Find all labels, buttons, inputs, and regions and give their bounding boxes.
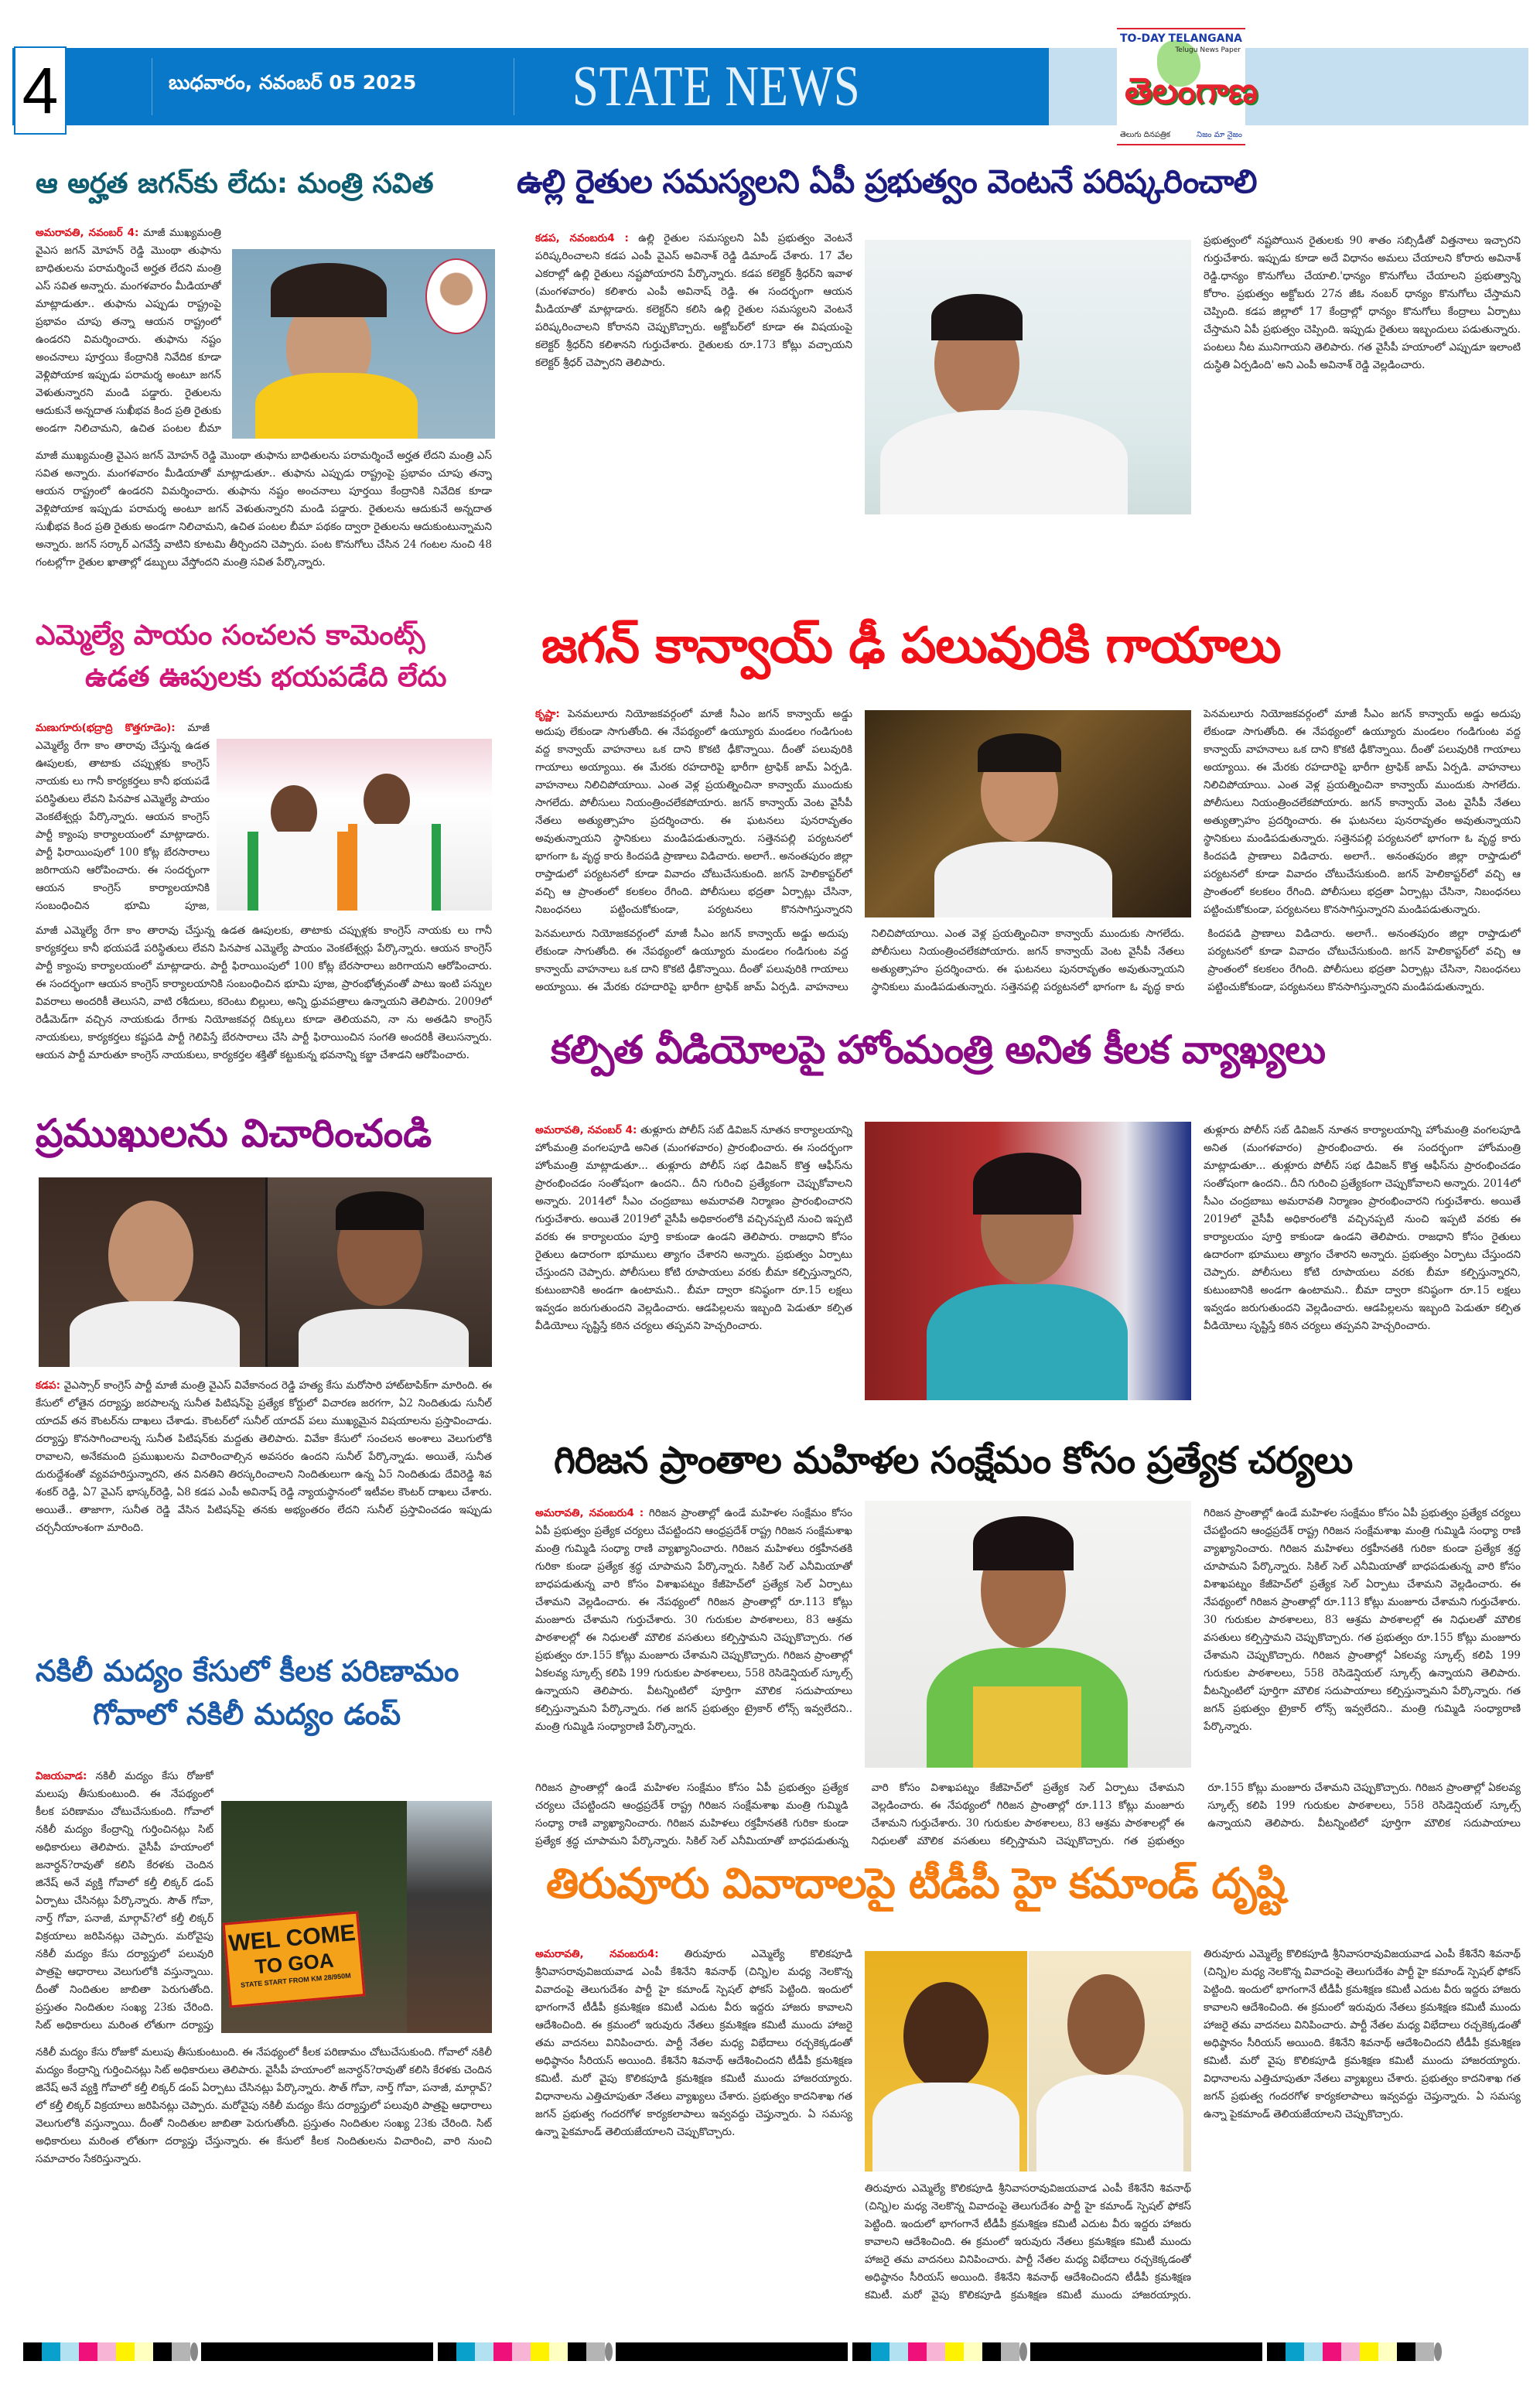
color-swatch [1267,2342,1286,2361]
article-body-convoy-cont [535,925,1521,996]
article-text: పెనమలూరు నియోజకవర్గంలో మాజీ సీఎం జగన్ కాన్వాయ్ అడ్డు అదుపు లేకుండా సాగుతోంది. ఈ నేపథ్యంలో ఉయ్యూరు మండలం గండిగుంట వద్ద కాన్వాయ్ వాహనాలు ఒక దాని కొకటి ఢీకొన్నాయి. దీంతో పలువురికి గాయాలు అయ్యాయి. ఈ మేరకు రహదారిపై భారీగా ట్రాఫిక్ జామ్ ఏర్పడి. వాహనాలు నిలిచిపోయాయి. ఎంత వెళ్ల ప్రయత్నించినా కాన్వాయ్ ముందుకు సాగలేదు. పోలీసులు నియంత్రించలేకపోయారు. జగన్ కాన్వాయ్ వెంట వైసీపీ నేతలు అత్యుత్సాహం ప్రదర్శించారు. ఈ ఘటనలు పునరావృతం అవుతున్నాయని స్థానికులు మండిపడుతున్నారు. సత్తెనపల్లి పర్యటనలో భాగంగా ఓ వృద్ధ కారు కిందపడి ప్రాణాలు విడిచారు. అలాగే.. అనంతపురం జిల్లా రాప్తాడులో పర్యటనలో కూడా వివాదం చోటుచేసుకుంది. జగన్ హెలికాప్టర్‌లో వచ్చి ఆ ప్రాంతంలో కలకలం రేగింది. పోలీసులు భద్రతా ఏర్పాట్లు చేసినా, నిబంధనలు పట్టించుకోకుండా, పర్యటనలు కొనసాగిస్తున్నారని మండిపడుతున్నారు. [535,928,1521,993]
dateline: అమరావతి, నవంబరు4: [535,1948,659,1960]
color-swatch [153,2342,172,2361]
photo-avinash [865,240,1191,514]
photo-payam-press [217,739,492,911]
article-body-pramukhulu [36,1377,492,1644]
color-swatch [1323,2342,1341,2361]
color-swatch [1304,2342,1323,2361]
color-swatch [549,2342,568,2361]
color-swatch [1415,2342,1434,2361]
article-body-payam [36,719,210,915]
section-title: STATE NEWS [572,55,861,118]
sign-line-2: TO GOA [254,1948,335,1979]
color-block-black [616,2342,848,2361]
headline-payam-2: ఉడత ఊపులకు భయపడేది లేదు [85,661,447,693]
headline-onion: ఉల్లి రైతుల సమస్యలని ఏపీ ప్రభుత్వం వెంటనే పరిష్కరించాలి [517,162,1257,200]
logo-motto: నిజం మా నైజం [1197,131,1242,139]
photo-viveka-suneel [39,1177,492,1367]
article-body-anitha-right [1204,1122,1521,1424]
color-swatch [890,2342,908,2361]
color-swatch [512,2342,531,2361]
photo-tiruvuru-leaders [865,1951,1191,2171]
article-body-goa-cont [36,2044,492,2293]
color-swatch [116,2342,135,2361]
article-text: వైఎస్సార్ కాంగ్రెస్ పార్టీ మాజీ మంత్రి వైఎస్ వివేకానంద రెడ్డి హత్య కేసు మరోసారి హాట్‌టాపిక్‌గా మారింది. ఈ కేసులో లోతైన దర్యాప్తు జరపాలన్న సునీత పిటిషన్‌పై ప్రత్యేక కోర్టులో విచారణ జరగగా, ఏ2 నిందితుడు సునీల్ యాదవ్ తన కౌంటర్‌ను దాఖలు చేశాడు. కౌంటర్‌లో సునీల్ యాదవ్ పలు ముఖ్యమైన విషయాలను ప్రస్తావించాడు. దర్యాప్తు కొనసాగించాలన్న సునీత పిటిషన్‌కు మద్దతు తెలిపారు. వివేకా కేసులో సంచలన అంశాలు వెలుగులోకి రావాలని, అనేకమంది ప్రముఖులను విచారించాల్సిన అవసరం ఉందని సునీల్ పేర్కొన్నాడు. అయితే, సునీత దురుద్దేశంతో వ్యవహరిస్తున్నారని, తన వినతిని తిరస్కరించాలని నిందితులుగా ఉన్న ఏ5 నిందితుడు దేవిరెడ్డి శివ శంకర్ రెడ్డి, ఏ7 వైఎస్ భాస్కర్‌రెడ్డి, ఏ8 కడప ఎంపీ అవినాష్ రెడ్డి న్యాయస్థానంలో ఇటీవల కౌంటర్ దాఖలు చేశారు. అయితే.. తాజాగా, సునీత రెడ్డి వేసిన పిటిషన్‌పై తనకు అభ్యంతరం లేదని సునీల్ ప్రస్తావించడం ఇప్పుడు చర్చనీయాంశంగా మారింది. [36,1379,492,1534]
color-swatch [42,2342,60,2361]
headline-anitha: కల్పిత వీడియోలపై హోంమంత్రి అనిత కీలక వ్యాఖ్యలు [551,1027,1326,1072]
print-color-bar [23,2342,1516,2362]
article-text: తుళ్లూరు పోలీస్ సబ్ డివిజన్ నూతన కార్యాలయాన్ని హోంమంత్రి వంగలపూడి అనిత (మంగళవారం) ప్రారంభించారు. ఈ సందర్భంగా హోంమంత్రి మాట్లాడుతూ... తుళ్లూరు పోలీస్ సభ డివిజన్ కొత్త ఆఫీస్‌ను ప్రారంభించడం సంతోషంగా ఉందని.. దీని గురించి ప్రత్యేకంగా చెప్పుకోవాలని అన్నారు. 2014లో సీఎం చంద్రబాబు అమరావతి నిర్మాణం ప్రారంభించారని గుర్తుచేశారు. అయితే 2019లో వైసీపీ అధికారంలోకి వచ్చినప్పటి నుంచి ఇప్పటి వరకు ఈ కార్యాలయం పూర్తి కాకుండా ఉండని తెలిపారు. రాజధాని కోసం రైతులు ఉదారంగా భూములు త్యాగం చేశారని అన్నారు. ప్రభుత్వం ఏర్పాటు చేస్తుందని చెప్పారు. పోలీసులు కోటి రూపాయలు వరకు బీమా కల్పిస్తున్నారని, కుటుంబానికి అండగా ఉంటామని.. బీమా ద్వారా కనిష్ఠంగా రూ.15 లక్షలు ఇవ్వడం జరుగుతుందని వెల్లడించారు. ఆడపిల్లలను ఇబ్బంది పెడుతూ కల్పిత వీడియోలు సృష్టిస్తే కఠిన చర్యలు తప్పవని హెచ్చరించారు. [1204,1124,1521,1332]
article-text: తిరువూరు ఎమ్మెల్యే కొలికపూడి శ్రీనివాసరావువిజయవాడ ఎంపీ కేశినేని శివనాథ్ (చిన్ని)ల మధ్య నెలకొన్న వివాదంపై తెలుగుదేశం పార్టీ హై కమాండ్ స్పెషల్ ఫోకస్ పెట్టింది. ఇందులో భాగంగానే టీడీపీ క్రమశిక్షణ కమిటీ ఎదుట వీరు ఇద్దరు హాజరు కావాలని ఆదేశించింది. ఈ క్రమంలో ఇరువురు నేతలు క్రమశిక్షణ కమిటీ ముందు హాజరై తమ వాదనలు వినిపించారు. పార్టీ నేతల మధ్య విభేదాలు రచ్చకెక్కడంతో అధిష్ఠానం సీరియస్ అయింది. కేశినేని శివనాథ్ ఆదేశించిందని టీడీపీ క్రమశిక్షణ కమిటీ. మరో వైపు కొలికపూడి క్రమశిక్షణ కమిటీ ముందు హాజరయ్యారు. విధానాలను ఎత్తిచూపుతూ నేతలు వ్యాఖ్యలు చేశారు. ప్రభుత్వం కాదనిశాఖ గత జగన్ ప్రభుత్వ గందరగోళ కార్యకలాపాలు ఇవ్వవద్దు చెప్తున్నారు. ఏ సమస్య ఉన్నా పైకమాండ్ తెలియజేయాలని చెప్పుకొచ్చారు. [1204,1948,1521,2120]
sign-line-3: STATE START FROM KM 28/950M [240,1971,352,1990]
article-body-onion [535,230,852,603]
color-swatch [60,2342,79,2361]
color-swatch [1397,2342,1415,2361]
photo-sandhyarani [865,1501,1191,1768]
page-number: 4 [14,46,67,135]
dateline: అమరావతి, నవంబరు4 : [535,1507,644,1519]
color-swatch [871,2342,890,2361]
color-swatch [568,2342,586,2361]
headline-tiruvuru: తిరువూరు వివాదాలపై టీడీపీ హై కమాండ్ దృష్టి [546,1859,1286,1908]
photo-jagan-convoy [865,710,1191,917]
color-swatch [586,2342,605,2361]
article-body-girijana-right [1204,1505,1521,1772]
color-swatch [493,2342,512,2361]
article-body-anitha [535,1122,852,1424]
color-swatch [1341,2342,1360,2361]
color-swatch [1286,2342,1304,2361]
headline-payam-1: ఎమ్మెల్యే పాయం సంచలన కామెంట్స్ [36,620,425,651]
article-text: గిరిజన ప్రాంతాల్లో ఉండే మహిళల సంక్షేమం కోసం ఏపీ ప్రభుత్వం ప్రత్యేక చర్యలు చేపట్టిందని ఆంధ్రప్రదేశ్ రాష్ట్ర గిరిజన సంక్షేమశాఖ మంత్రి గుమ్మిడి సంధ్యా రాణి వ్యాఖ్యానించారు. గిరిజన మహిళలు రక్తహీనతకి గురికా కుండా ప్రత్యేక శ్రద్ధ చూపామని పేర్కొన్నారు. సికిల్ సెల్ ఎనీమియాతో బాధపడుతున్న వారి కోసం విశాఖపట్నం కేజీహెచ్‌లో ప్రత్యేక సెల్ ఏర్పాటు చేశామని వెల్లడించారు. ఈ నేపథ్యంలో గిరిజన ప్రాంతాల్లో రూ.113 కోట్లు మంజూరు చేశామని గుర్తుచేశారు. 30 గురుకుల పాఠశాలలు, 83 ఆశ్రమ పాఠశాలల్లో ఈ నిధులతో మౌలిక వసతులు కల్పిస్తామని చెప్పుకొచ్చారు. గత ప్రభుత్వం రూ.155 కోట్లు మంజూరు చేశామని చెప్పుకొచ్చారు. గిరిజన ప్రాంతాల్లో ఏకలవ్య స్కూల్స్ కలిపి 199 గురుకుల పాఠశాలలు, 558 రెసిడెన్షియల్ స్కూల్స్ ఉన్నాయని తెలిపారు. వీటన్నింటిలో పూర్తిగా మౌలిక సదుపాయాలు కల్పిస్తున్నామని పేర్కొన్నారు. గత జగన్ ప్రభుత్వం ట్రైకార్ లోన్స్ ఇవ్వలేదని.. మంత్రి గుమ్మిడి సంధ్యారాణి పేర్కొన్నారు. [1204,1507,1521,1733]
inset-portrait-jagan [425,258,487,334]
article-body-girijana-cont [535,1779,1521,1850]
color-swatch [982,2342,1001,2361]
article-body-tiruvuru-right [1204,1946,1521,2301]
article-text: మాజీ ఎమ్మెల్యే రేగా కాం తారావు చేస్తున్న ఉడత ఊపులకు, తాటాకు చప్పుళ్లకు కాంగ్రెస్ నాయకు లు గానీ కార్యకర్తలు కానీ భయపడే పరిస్థితులు లేవని పినపాక ఎమ్మెల్యే పాయం వెంకటేశ్వర్లు పేర్కొన్నారు. ఆయన కాంగ్రెస్ పార్టీ క్యాంపు కార్యాలయంలో మాట్లాడారు. పార్టీ ఫిరాయింపులో 100 కోట్ల బేరసారాలు జరిగాయని ఆరోపించారు. ఈ సందర్భంగా ఆయన కాంగ్రెస్ కార్యాలయానికి సంబంధించిన భూమి పూజ, ప్రారంభోత్సవంతో పాటు ఇంటి పన్నుల వివరాలు అందరికీ తెలుసని, వాటి రశీదులు, కరెంటు బిల్లులు, అన్ని ధ్రువపత్రాలు ఉన్నాయని తెలిపారు. 2009లో రెడీమెడ్‌గా వచ్చిన నాయకుడు రేగాకు నియోజకవర్గ దిక్కులు కూడా తెలియవని, నా ను అతడిని కాంగ్రెస్ నాయకులు, కార్యకర్తలు కష్టపడి పార్టీ గెలిపిస్తే బేరసారాలు చేసి పార్టీ ఫిరాయించిన సంగతి అందరికీ తెలుసన్నారు. ఆయన పార్టీ మారుతూ కాంగ్రెస్ నాయకులు, కార్యకర్తల శక్తితో కట్టుకున్న భవనాన్ని కబ్జా చేశాడని ఆరోపించారు. [36,924,492,1061]
article-text: పెనమలూరు నియోజకవర్గంలో మాజీ సీఎం జగన్ కాన్వాయ్ అడ్డు అదుపు లేకుండా సాగుతోంది. ఈ నేపథ్యంలో ఉయ్యూరు మండలం గండిగుంట వద్ద కాన్వాయ్ వాహనాలు ఒక దాని కొకటి ఢీకొన్నాయి. దీంతో పలువురికి గాయాలు అయ్యాయి. ఈ మేరకు రహదారిపై భారీగా ట్రాఫిక్ జామ్ ఏర్పడి. వాహనాలు నిలిచిపోయాయి. ఎంత వెళ్ల ప్రయత్నించినా కాన్వాయ్ ముందుకు సాగలేదు. పోలీసులు నియంత్రించలేకపోయారు. జగన్ కాన్వాయ్ వెంట వైసీపీ నేతలు అత్యుత్సాహం ప్రదర్శించారు. ఈ ఘటనలు పునరావృతం అవుతున్నాయని స్థానికులు మండిపడుతున్నారు. సత్తెనపల్లి పర్యటనలో భాగంగా ఓ వృద్ధ కారు కిందపడి ప్రాణాలు విడిచారు. అలాగే.. అనంతపురం జిల్లా రాప్తాడులో పర్యటనలో కూడా వివాదం చోటుచేసుకుంది. జగన్ హెలికాప్టర్‌లో వచ్చి ఆ ప్రాంతంలో కలకలం రేగింది. పోలీసులు భద్రతా ఏర్పాట్లు చేసినా, నిబంధనలు పట్టించుకోకుండా, పర్యటనలు కొనసాగిస్తున్నారని [535,708,852,916]
article-text: గిరిజన ప్రాంతాల్లో ఉండే మహిళల సంక్షేమం కోసం ఏపీ ప్రభుత్వం ప్రత్యేక చర్యలు చేపట్టిందని ఆంధ్రప్రదేశ్ రాష్ట్ర గిరిజన సంక్షేమశాఖ మంత్రి గుమ్మిడి సంధ్యా రాణి వ్యాఖ్యానించారు. గిరిజన మహిళలు రక్తహీనతకి గురికా కుండా ప్రత్యేక శ్రద్ధ చూపామని పేర్కొన్నారు. సికిల్ సెల్ ఎనీమియాతో బాధపడుతున్న వారి కోసం విశాఖపట్నం కేజీహెచ్‌లో ప్రత్యేక సెల్ ఏర్పాటు చేశామని వెల్లడించారు. ఈ నేపథ్యంలో గిరిజన ప్రాంతాల్లో రూ.113 కోట్లు మంజూరు చేశామని గుర్తుచేశారు. 30 గురుకుల పాఠశాలలు, 83 ఆశ్రమ పాఠశాలల్లో ఈ నిధులతో మౌలిక వసతులు కల్పిస్తామని చెప్పుకొచ్చారు. గత ప్రభుత్వం రూ.155 కోట్లు మంజూరు చేశామని చెప్పుకొచ్చారు. గిరిజన ప్రాంతాల్లో ఏకలవ్య స్కూల్స్ కలిపి 199 గురుకుల పాఠశాలలు, 558 రెసిడెన్షియల్ స్కూల్స్ ఉన్నాయని తెలిపారు. వీటన్నింటిలో పూర్తిగా మౌలిక సదుపాయాలు కల్పిస్తున్నామని పేర్కొన్నారు. గత జగన్ ప్రభుత్వం ట్రైకార్ లోన్స్ ఇవ్వలేదని.. మంత్రి గుమ్మిడి సంధ్యారాణి పేర్కొన్నారు. [535,1507,852,1733]
sign-line-1: WEL COME [227,1920,357,1957]
photo-savitha [232,249,495,439]
photo-anitha [865,1122,1191,1400]
logo-subtitle: తెలుగు దినపత్రిక [1120,131,1171,139]
color-swatch [531,2342,549,2361]
dateline: విజయవాడ: [36,1770,87,1782]
article-text: ఉల్లి రైతుల సమస్యలని ఏపీ ప్రభుత్వం వెంటనే పరిష్కరించాలని కడప ఎంపీ వైఎస్ అవినాశ్ రెడ్డి డిమాండ్ చేశారు. 17 వేల ఎకరాల్లో ఉల్లి రైతులు నష్టపోయారని పేర్కొన్నారు. కడప కలెక్టర్ శ్రీధర్‌ని ఇవాళ (మంగళవారం) కలిశారు ఎంపీ అవినాష్ రెడ్డి. ఈ సందర్భంగా ఆయన మీడియాతో మాట్లాడారు. కలెక్టర్‌ని కలిసి ఉల్లి రైతుల సమస్యలని వెంటనే పరిష్కరించాలని కోరానని చెప్పుకొచ్చారు. అక్టోబర్‌లో కూడా ఈ విషయంపై కలెక్టర్ శ్రీధర్‌ని కలిశానని గుర్తుచేశారు. రైతులకు రూ.173 కోట్లు వచ్చాయని కలెక్టర్ శ్రీధర్ చెప్పారని తెలిపారు. [535,232,852,369]
color-swatch [927,2342,945,2361]
article-body-convoy-right [1204,706,1521,919]
article-body-convoy [535,706,852,919]
article-text: నకిలీ మద్యం కేసు రోజుకో మలుపు తీసుకుంటుంది. ఈ నేపథ్యంలో కీలక పరిణామం చోటుచేసుకుంది. గోవాలో నకిలీ మద్యం కేంద్రాన్ని గుర్తించినట్లు సిట్ అధికారులు తెలిపారు. వైసీపీ హయాంలో జనార్ధన్?రావుతో కలిసి కేరళకు చెందిన జినేష్ అనే వ్యక్తి గోవాలో కల్తీ లిక్కర్ డంప్ ఏర్పాటు చేసినట్లు పేర్కొన్నారు. సౌత్ గోవా, నార్త్ గోవా, పనాజీ, మార్గావ్?లో కల్తీ లిక్కర్ విక్రయాలు జరిపినట్లు చెప్పారు. మరోవైపు నకిలీ మద్యం కేసు దర్యాప్తులో పలువురి పాత్రపై ఆధారాలు వెలుగులోకి వస్తున్నాయి. దీంతో నిందితుల జాబితా పెరుగుతోంది. ప్రస్తుతం నిందితుల సంఖ్య 23కు చేరింది. సిట్ అధికారులు మరింత లోతుగా దర్యాప్తు చేస్తున్నారు. ఈ కేసులో కీలక నిందితులను విచారించి, వారి నుంచి సమాచారం సేకరిస్తున్నారు. [36,2046,492,2165]
article-text: ప్రభుత్వంలో నష్టపోయిన రైతులకు 90 శాతం సబ్సిడీతో విత్తనాలు ఇచ్చారని గుర్తుచేశారు. ఇప్పుడు కూడా అదే విధానం అమలు చేయాలని కోరారు అవినాశ్ రెడ్డి.ధాన్యం కొనుగోలు చేయాలి.'ధాన్యం కొనుగోలు చేయాలని ప్రభుత్వాన్ని కోరాం. ప్రభుత్వం అక్టోబరు 27న జీఓ నంబర్ ధాన్యం కొనుగోలు చేస్తామని చెప్పింది. కడప జిల్లాలో 17 కేంద్రాల్లో ధాన్యం కొనుగోలు కేంద్రాలు ఏర్పాటు చేస్తామని ఏపీ ప్రభుత్వం చెప్పింది. ఇప్పుడు రైతులు ఇబ్బందులు పడుతున్నారు. పంటలు నీట మునిగాయని తెలిపారు. గత వైసీపీ హయాంలో ఎప్పుడూ ఇలాంటి దుస్థితి ఏర్పడింది' అని ఎంపీ అవినాశ్ రెడ్డి వెల్లడించారు. [1204,234,1521,371]
registration-mark [1434,2342,1442,2361]
newspaper-logo [1117,28,1258,145]
logo-telangana: TELANGANA [1168,32,1242,45]
color-swatch [172,2342,190,2361]
dateline: అమరావతి, నవంబర్ 4: [36,227,139,239]
article-text: పెనమలూరు నియోజకవర్గంలో మాజీ సీఎం జగన్ కాన్వాయ్ అడ్డు అదుపు లేకుండా సాగుతోంది. ఈ నేపథ్యంలో ఉయ్యూరు మండలం గండిగుంట వద్ద కాన్వాయ్ వాహనాలు ఒక దాని కొకటి ఢీకొన్నాయి. దీంతో పలువురికి గాయాలు అయ్యాయి. ఈ మేరకు రహదారిపై భారీగా ట్రాఫిక్ జామ్ ఏర్పడి. వాహనాలు నిలిచిపోయాయి. ఎంత వెళ్ల ప్రయత్నించినా కాన్వాయ్ ముందుకు సాగలేదు. పోలీసులు నియంత్రించలేకపోయారు. జగన్ కాన్వాయ్ వెంట వైసీపీ నేతలు అత్యుత్సాహం ప్రదర్శించారు. ఈ ఘటనలు పునరావృతం అవుతున్నాయని స్థానికులు మండిపడుతున్నారు. సత్తెనపల్లి పర్యటనలో భాగంగా ఓ వృద్ధ కారు కిందపడి ప్రాణాలు విడిచారు. అలాగే.. అనంతపురం జిల్లా రాప్తాడులో పర్యటనలో కూడా వివాదం చోటుచేసుకుంది. జగన్ హెలికాప్టర్‌లో వచ్చి ఆ ప్రాంతంలో కలకలం రేగింది. పోలీసులు భద్రతా ఏర్పాట్లు చేసినా, నిబంధనలు పట్టించుకోకుండా, పర్యటనలు కొనసాగిస్తున్నారని మండిపడుతున్నారు. [1204,708,1521,916]
logo-name: తెలంగాణ [1125,70,1258,111]
article-text: తిరువూరు ఎమ్మెల్యే కొలికపూడి శ్రీనివాసరావువిజయవాడ ఎంపీ కేశినేని శివనాథ్ (చిన్ని)ల మధ్య నెలకొన్న వివాదంపై తెలుగుదేశం పార్టీ హై కమాండ్ స్పెషల్ ఫోకస్ పెట్టింది. ఇందులో భాగంగానే టీడీపీ క్రమశిక్షణ కమిటీ ఎదుట వీరు ఇద్దరు హాజరు కావాలని ఆదేశించింది. ఈ క్రమంలో ఇరువురు నేతలు క్రమశిక్షణ కమిటీ ముందు హాజరై తమ వాదనలు వినిపించారు. పార్టీ నేతల మధ్య విభేదాలు రచ్చకెక్కడంతో అధిష్ఠానం సీరియస్ అయింది. కేశినేని శివనాథ్ ఆదేశించిందని టీడీపీ క్రమశిక్షణ కమిటీ. మరో వైపు కొలికపూడి క్రమశిక్షణ కమిటీ ముందు హాజరయ్యారు. [865,2182,1191,2301]
headline-girijana: గిరిజన ప్రాంతాల మహిళల సంక్షేమం కోసం ప్రత్యేక చర్యలు [554,1439,1353,1482]
color-swatch [438,2342,456,2361]
dateline: మణుగూరు(భద్రాద్రి కొత్తగూడెం): [36,722,176,734]
article-body-onion-right [1204,232,1521,603]
masthead-bar [12,48,1049,125]
color-block-black [1030,2342,1262,2361]
headline-convoy: జగన్ కాన్వాయ్ ఢీ పలువురికి గాయాలు [541,617,1281,675]
welcome-to-goa-sign [223,1912,366,2008]
color-swatch [475,2342,493,2361]
color-swatch [908,2342,927,2361]
color-swatch [945,2342,964,2361]
dateline: కడప: [36,1379,61,1392]
article-text: మాజీ ముఖ్యమంత్రి వైఎస జగన్ మోహన్ రెడ్డి మొంథా తుఫాను బాధితులను పరామర్శించే అర్హత లేదని మంత్రి ఎస్ సవిత అన్నారు. మంగళవారం మీడియాతో మాట్లాడుతూ.. తుఫాను ఎప్పుడు రాష్ట్రంపై ప్రభావం చూపు తన్నా ఆయన రాష్ట్రంలో ఉండరని విమర్శించారు. తుఫాను నష్టం అంచనాలు పూర్తయి కేంద్రానికి నివేదిక కూడా వెళ్లిపోయాక ఇప్పుడు పరామర్శ అంటూ జగన్ వెళుతున్నారని మండి పడ్డారు. రైతులను ఆదుకునే అన్నదాత సుఖీభవ కింద ప్రతి రైతుకు అండగా నిలిచామని, ఉచిత పంటల బీమా పథకం ద్వారా రైతులను ఆదుకుంటున్నామని అన్నారు. జగన్ సర్కార్ ఎగవేస్తే వాటిని కూటమి తీర్చిందని చెప్పారు. పంట కొనుగోలు చేసిన 24 గంటల నుంచి 48 గంటల్లోగా రైతుల ఖాతాల్లో డబ్బులు వేస్తోందని మంత్రి సవిత పేర్కొన్నారు. [36,449,492,569]
article-body-savitha-cont [36,447,492,607]
article-body-savitha [36,224,221,438]
logo-today: TO-DAY [1120,32,1166,45]
article-text: నకిలీ మద్యం కేసు రోజుకో మలుపు తీసుకుంటుంది. ఈ నేపథ్యంలో కీలక పరిణామం చోటుచేసుకుంది. గోవాలో నకిలీ మద్యం కేంద్రాన్ని గుర్తించినట్లు సిట్ అధికారులు తెలిపారు. వైసీపీ హయాంలో జనార్ధన్?రావుతో కలిసి కేరళకు చెందిన జినేష్ అనే వ్యక్తి గోవాలో కల్తీ లిక్కర్ డంప్ ఏర్పాటు చేసినట్లు పేర్కొన్నారు. సౌత్ గోవా, నార్త్ గోవా, పనాజీ, మార్గావ్?లో కల్తీ లిక్కర్ విక్రయాలు జరిపినట్లు చెప్పారు. మరోవైపు నకిలీ మద్యం కేసు దర్యాప్తులో పలువురి పాత్రపై ఆధారాలు వెలుగులోకి వస్తున్నాయి. దీంతో నిందితుల జాబితా పెరుగుతోంది. ప్రస్తుతం నిందితుల సంఖ్య 23కు చేరింది. సిట్ అధికారులు మరింత లోతుగా దర్యాప్తు [36,1770,213,2031]
color-swatch [23,2342,42,2361]
article-text: తుళ్లూరు పోలీస్ సబ్ డివిజన్ నూతన కార్యాలయాన్ని హోంమంత్రి వంగలపూడి అనిత (మంగళవారం) ప్రారంభించారు. ఈ సందర్భంగా హోంమంత్రి మాట్లాడుతూ... తుళ్లూరు పోలీస్ సభ డివిజన్ కొత్త ఆఫీస్‌ను ప్రారంభించడం సంతోషంగా ఉందని.. దీని గురించి ప్రత్యేకంగా చెప్పుకోవాలని అన్నారు. 2014లో సీఎం చంద్రబాబు అమరావతి నిర్మాణం ప్రారంభించారని గుర్తుచేశారు. అయితే 2019లో వైసీపీ అధికారంలోకి వచ్చినప్పటి నుంచి ఇప్పటి వరకు ఈ కార్యాలయం పూర్తి కాకుండా ఉండని తెలిపారు. రాజధాని కోసం రైతులు ఉదారంగా భూములు త్యాగం చేశారని అన్నారు. ప్రభుత్వం ఏర్పాటు చేస్తుందని చెప్పారు. పోలీసులు కోటి రూపాయలు వరకు బీమా కల్పిస్తున్నారని, కుటుంబానికి అండగా ఉంటామని.. బీమా ద్వారా కనిష్ఠంగా రూ.15 లక్షలు ఇవ్వడం జరుగుతుందని వెల్లడించారు. ఆడపిల్లలను ఇబ్బంది పెడుతూ కల్పిత వీడియోలు సృష్టిస్తే కఠిన చర్యలు తప్పవని హెచ్చరించారు. [535,1124,852,1332]
article-body-girijana [535,1505,852,1772]
headline-savitha: ఆ అర్హత జగన్‌కు లేదు: మంత్రి సవిత [36,168,434,200]
article-text: తిరువూరు ఎమ్మెల్యే కొలికపూడి శ్రీనివాసరావువిజయవాడ ఎంపీ కేశినేని శివనాథ్ (చిన్ని)ల మధ్య నెలకొన్న వివాదంపై తెలుగుదేశం పార్టీ హై కమాండ్ స్పెషల్ ఫోకస్ పెట్టింది. ఇందులో భాగంగానే టీడీపీ క్రమశిక్షణ కమిటీ ఎదుట వీరు ఇద్దరు హాజరు కావాలని ఆదేశించింది. ఈ క్రమంలో ఇరువురు నేతలు క్రమశిక్షణ కమిటీ ముందు హాజరై తమ వాదనలు వినిపించారు. పార్టీ నేతల మధ్య విభేదాలు రచ్చకెక్కడంతో అధిష్ఠానం సీరియస్ అయింది. కేశినేని శివనాథ్ ఆదేశించిందని టీడీపీ క్రమశిక్షణ కమిటీ. మరో వైపు కొలికపూడి క్రమశిక్షణ కమిటీ ముందు హాజరయ్యారు. విధానాలను ఎత్తిచూపుతూ నేతలు వ్యాఖ్యలు చేశారు. ప్రభుత్వం కాదనిశాఖ గత జగన్ ప్రభుత్వ గందరగోళ కార్యకలాపాలు ఇవ్వవద్దు చెప్తున్నారు. ఏ సమస్య ఉన్నా పైకమాండ్ తెలియజేయాలని చెప్పుకొచ్చారు. [535,1948,852,2138]
dateline: కృష్ణా: [535,708,560,720]
article-text: మాజీ ఎమ్మెల్యే రేగా కాం తారావు చేస్తున్న ఉడత ఊపులకు, తాటాకు చప్పుళ్లకు కాంగ్రెస్ నాయకు లు గానీ కార్యకర్తలు కానీ భయపడే పరిస్థితులు లేవని పినపాక ఎమ్మెల్యే పాయం వెంకటేశ్వర్లు పేర్కొన్నారు. ఆయన కాంగ్రెస్ పార్టీ క్యాంపు కార్యాలయంలో మాట్లాడారు. పార్టీ ఫిరాయింపులో 100 కోట్ల బేరసారాలు జరిగాయని ఆరోపించారు. ఈ సందర్భంగా ఆయన కాంగ్రెస్ కార్యాలయానికి సంబంధించిన భూమి పూజ, [36,722,210,912]
article-body-goa [36,1768,213,2035]
color-swatch [135,2342,153,2361]
article-text: గిరిజన ప్రాంతాల్లో ఉండే మహిళల సంక్షేమం కోసం ఏపీ ప్రభుత్వం ప్రత్యేక చర్యలు చేపట్టిందని ఆంధ్రప్రదేశ్ రాష్ట్ర గిరిజన సంక్షేమశాఖ మంత్రి గుమ్మిడి సంధ్యా రాణి వ్యాఖ్యానించారు. గిరిజన మహిళలు రక్తహీనతకి గురికా కుండా ప్రత్యేక శ్రద్ధ చూపామని పేర్కొన్నారు. సికిల్ సెల్ ఎనీమియాతో బాధపడుతున్న వారి కోసం విశాఖపట్నం కేజీహెచ్‌లో ప్రత్యేక సెల్ ఏర్పాటు చేశామని వెల్లడించారు. ఈ నేపథ్యంలో గిరిజన ప్రాంతాల్లో రూ.113 కోట్లు మంజూరు చేశామని గుర్తుచేశారు. 30 గురుకుల పాఠశాలలు, 83 ఆశ్రమ పాఠశాలల్లో ఈ నిధులతో మౌలిక వసతులు కల్పిస్తామని చెప్పుకొచ్చారు. గత ప్రభుత్వం రూ.155 కోట్లు మంజూరు చేశామని చెప్పుకొచ్చారు. గిరిజన ప్రాంతాల్లో ఏకలవ్య స్కూల్స్ కలిపి 199 గురుకుల పాఠశాలలు, 558 రెసిడెన్షియల్ స్కూల్స్ ఉన్నాయని తెలిపారు. వీటన్నింటిలో పూర్తిగా మౌలిక సదుపాయాలు [535,1782,1521,1847]
color-swatch [1001,2342,1019,2361]
color-swatch [964,2342,982,2361]
dateline: కడప, నవంబరు4 : [535,232,629,244]
photo-goa [221,1801,492,2033]
registration-mark [605,2342,613,2361]
headline-pramukhulu: ప్రముఖులను విచారించండి [36,1111,432,1156]
article-body-tiruvuru [535,1946,852,2301]
headline-goa-2: గోవాలో నకిలీ మద్యం డంప్ [93,1697,401,1731]
color-swatch [1378,2342,1397,2361]
registration-mark [190,2342,198,2361]
color-swatch [79,2342,97,2361]
registration-mark [1019,2342,1027,2361]
issue-date: బుధవారం, నవంబర్ 05 2025 [169,71,417,94]
color-swatch [1360,2342,1378,2361]
dateline: అమరావతి, నవంబర్ 4: [535,1124,637,1136]
headline-goa-1: నకిలీ మద్యం కేసులో కీలక పరిణామం [36,1654,459,1688]
article-text: మాజీ ముఖ్యమంత్రి వైఎస జగన్ మోహన్ రెడ్డి మొంథా తుఫాను బాధితులను పరామర్శించే అర్హత లేదని మంత్రి ఎస్ సవిత అన్నారు. మంగళవారం మీడియాతో మాట్లాడుతూ.. తుఫాను ఎప్పుడు రాష్ట్రంపై ప్రభావం చూపు తన్నా ఆయన రాష్ట్రంలో ఉండరని విమర్శించారు. తుఫాను నష్టం అంచనాలు పూర్తయి కేంద్రానికి నివేదిక కూడా వెళ్లిపోయాక ఇప్పుడు పరామర్శ అంటూ జగన్ వెళుతున్నారని మండి పడ్డారు. రైతులను ఆదుకునే అన్నదాత సుఖీభవ కింద ప్రతి రైతుకు అండగా నిలిచామని, ఉచిత పంటల బీమా [36,227,221,435]
color-swatch [852,2342,871,2361]
article-body-payam-cont [36,922,492,1100]
logo-tagline: Telugu News Paper [1175,46,1241,54]
article-body-tiruvuru-cont [865,2180,1191,2301]
color-swatch [456,2342,475,2361]
color-swatch [97,2342,116,2361]
color-block-black [201,2342,433,2361]
